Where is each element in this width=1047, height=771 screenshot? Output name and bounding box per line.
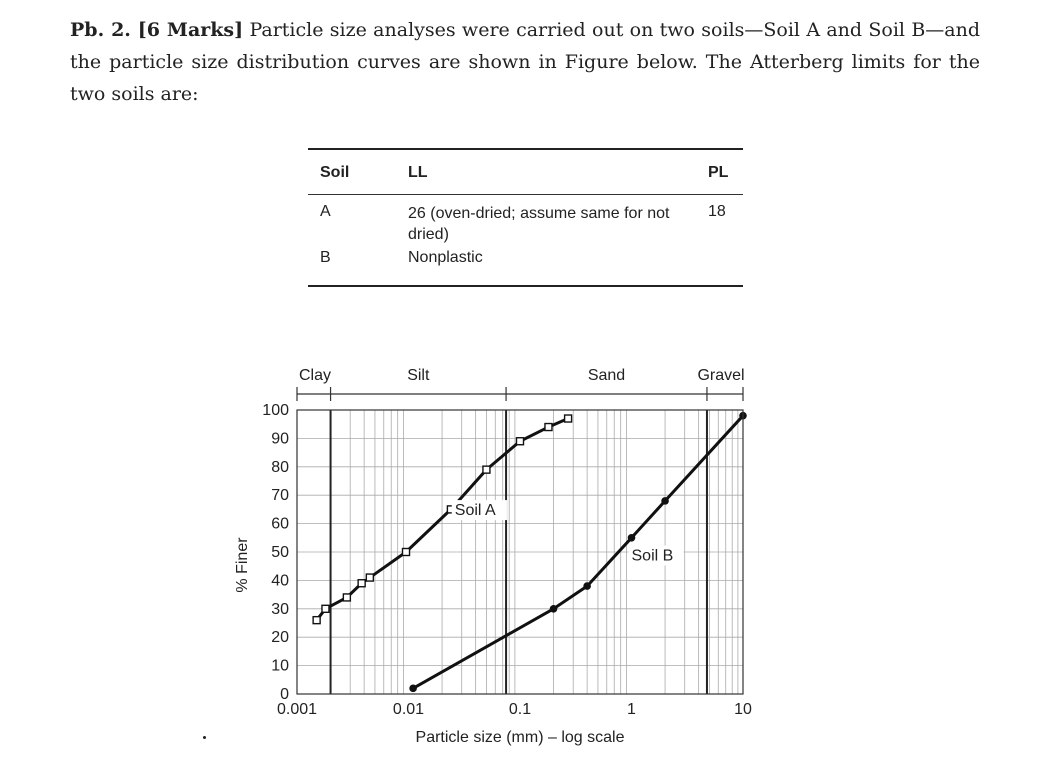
series-annotation: Soil A — [454, 502, 496, 520]
soil-class-bar — [297, 367, 745, 401]
header-ll: LL — [408, 164, 428, 181]
soil-class-label: Sand — [587, 367, 626, 384]
y-tick-label: 90 — [271, 430, 289, 448]
data-point — [409, 685, 417, 693]
soil-class-label: Clay — [298, 367, 332, 384]
x-tick-label: 1 — [627, 701, 636, 718]
data-point — [565, 415, 572, 422]
data-point — [322, 605, 329, 612]
data-point — [403, 549, 410, 556]
y-tick-label: 50 — [271, 544, 289, 561]
y-tick-label: 60 — [271, 515, 289, 533]
x-tick-label: 10 — [734, 701, 752, 718]
x-axis-label: Particle size (mm) – log scale — [415, 729, 625, 746]
header-soil: Soil — [320, 164, 350, 181]
header-pl: PL — [708, 164, 729, 181]
cell-soil: A — [320, 203, 331, 220]
series-annotation: Soil B — [631, 547, 674, 565]
cell-pl: 18 — [708, 203, 726, 220]
soil-class-label: Gravel — [697, 367, 745, 384]
problem-text: Particle size analyses were carried out on two soils—Soil A and Soil B—and the particle size distribution curves are shown in Figure below. The Atterberg limits for the two soils are: — [70, 19, 981, 105]
y-tick-label: 0 — [280, 686, 289, 703]
problem-number: Pb. 2. [6 Marks] — [70, 19, 244, 41]
x-tick-label: 0.1 — [508, 701, 532, 718]
y-tick-label: 40 — [271, 572, 289, 590]
axes — [234, 402, 752, 746]
y-tick-label: 20 — [271, 629, 289, 647]
cell-ll: Nonplastic — [408, 249, 483, 266]
y-tick-label: 30 — [271, 600, 289, 618]
data-point — [343, 594, 350, 601]
data-point — [313, 617, 320, 624]
x-tick-label: 0.001 — [276, 701, 318, 718]
data-point — [358, 580, 365, 587]
cell-ll: 26 (oven-dried; assume same for not dried) — [408, 205, 670, 243]
y-axis-label: % Finer — [234, 537, 251, 593]
y-tick-label: 80 — [271, 458, 289, 476]
data-point — [517, 438, 524, 445]
y-tick-label: 70 — [271, 487, 289, 505]
data-point — [545, 424, 552, 431]
soil-class-label: Silt — [407, 367, 430, 384]
y-tick-label: 10 — [271, 657, 289, 675]
stray-dot — [203, 736, 206, 739]
data-point — [583, 582, 591, 590]
data-point — [366, 574, 373, 581]
data-point — [483, 466, 490, 473]
cell-soil: B — [320, 249, 331, 266]
data-point — [661, 497, 669, 505]
data-point — [628, 534, 636, 542]
y-tick-label: 100 — [262, 402, 289, 419]
x-tick-label: 0.01 — [392, 701, 425, 718]
data-point — [550, 605, 558, 613]
